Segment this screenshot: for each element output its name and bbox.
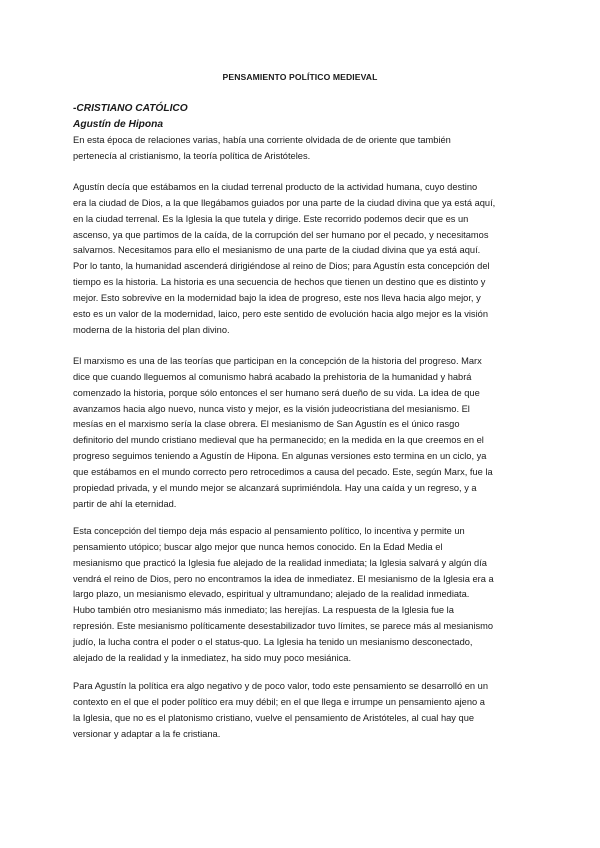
paragraph [73, 180, 529, 338]
text-line: era la ciudad de Dios, a la que llegábamos guiados por una parte de la ciudad divina que ya está aquí, [73, 197, 496, 208]
text-line: Esta concepción del tiempo deja más espacio al pensamiento político, lo incentiva y permite un [73, 526, 465, 536]
text-line: definitorio del mundo cristiano medieval que ha permanecido; en la medida en la que creemos en el [73, 435, 484, 446]
paragraph [73, 133, 529, 165]
text-line: la Iglesia, que no es el platonismo cristiano, vuelve el pensamiento de Aristóteles, al cual hay que [73, 712, 475, 723]
text-line: En esta época de relaciones varias, había una corriente olvidada de de oriente que también [73, 135, 451, 145]
text-line: dice que cuando lleguemos al comunismo habrá acabado la prehistoria de la humanidad y habrá [73, 371, 472, 382]
text-line: moderna de la historia del plan divino. [73, 324, 230, 335]
document-title: PENSAMIENTO POLÍTICO MEDIEVAL [222, 72, 378, 82]
text-line: mejor. Esto sobrevive en la modernidad bajo la idea de progreso, este nos lleva hacia algo mejor, y [73, 292, 481, 303]
text-line: pensamiento utópico; buscar algo mejor que nunca hemos conocido. En la Edad Media el [73, 541, 443, 552]
text-line: avanzamos hacia algo nuevo, nunca visto y mejor, es la visión judeocristiana del mesianismo. El [73, 403, 470, 414]
text-line: contexto en el que el poder político era muy débil; en el que llega e irrumpe un pensamiento ajeno a [73, 696, 485, 707]
text-line: Para Agustín la política era algo negativo y de poco valor, todo este pensamiento se desarrolló en un [73, 681, 489, 691]
text-line: pertenecía al cristianismo, la teoría política de Aristóteles. [73, 150, 311, 161]
text-line: versionar y adaptar a la fe cristiana. [73, 728, 221, 739]
text-line: progreso seguimos teniendo a Agustín de Hipona. En algunas versiones esto termina en un ciclo, ya [73, 451, 487, 462]
paragraph [73, 354, 529, 512]
text-line: que estábamos en el mundo correcto pero retrocedimos a causa del pecado. Este, según Marx, fue la [73, 466, 493, 477]
text-line: alejado de la realidad y la inmediatez, ha sido muy poco mesiánica. [73, 652, 352, 663]
text-line: judío, la lucha contra el poder o el status-quo. La Iglesia ha tenido un mesianismo desconectado, [73, 636, 473, 647]
text-line: salvarnos. Necesitamos para ello el mesianismo de una parte de la ciudad divina que ya está aquí. [73, 245, 481, 256]
text-line: mesianismo que practicó la Iglesia fue alejado de la realidad inmediata; la Iglesia salvará y algún día [73, 557, 487, 568]
text-line: Por lo tanto, la humanidad ascenderá dirigiéndose al reino de Dios; para Agustín esta concepción del [73, 261, 490, 272]
text-line: largo plazo, un mesianismo elevado, espiritual y ultramundano; alejado de la realidad inmediata. [73, 589, 470, 600]
text-line: esto es un valor de la modernidad, laico, pero este sentido de evolución hacia algo mejor es la visión [73, 308, 488, 319]
text-line: vendrá el reino de Dios, pero no encontramos la idea de inmediatez. El mesianismo de la Iglesia era a [73, 573, 494, 584]
text-line: Agustín decía que estábamos en la ciudad terrenal producto de la actividad humana, cuyo destino [73, 182, 478, 192]
subheading: Agustín de Hipona [73, 119, 163, 130]
text-line: comenzado la historia, porque sólo entonces el ser humano será dueño de su vida. La idea de que [73, 387, 480, 398]
text-line: tiempo es la historia. La historia es una secuencia de hechos que tienen un destino que es distinto y [73, 277, 486, 288]
text-line: ascenso, ya que partimos de la caída, de la corrupción del ser humano por el pecado, y necesitamos [73, 229, 489, 240]
text-line: propiedad privada, y el mundo mejor se alcanzará suprimiéndola. Hay una caída y un regreso, y a [73, 482, 477, 493]
text-line: en la ciudad terrenal. Es la Iglesia la que tutela y dirige. Este recorrido podemos decir que es un [73, 213, 469, 224]
text-line: El marxismo es una de las teorías que participan en la concepción de la historia del progreso. Marx [73, 356, 482, 366]
section-heading: -CRISTIANO CATÓLICO [73, 103, 188, 114]
paragraph [73, 524, 529, 667]
paragraph [73, 679, 529, 742]
text-line: mesías en el marxismo sería la clase obrera. El mesianismo de San Agustín es el único rasgo [73, 419, 460, 430]
text-line: represión. Este mesianismo políticamente desestabilizador tuvo límites, se parece más al mesianismo [73, 621, 494, 632]
text-line: partir de ahí la eternidad. [73, 498, 177, 509]
text-line: Hubo también otro mesianismo más inmediato; las herejías. La respuesta de la Iglesia fue la [73, 605, 454, 616]
